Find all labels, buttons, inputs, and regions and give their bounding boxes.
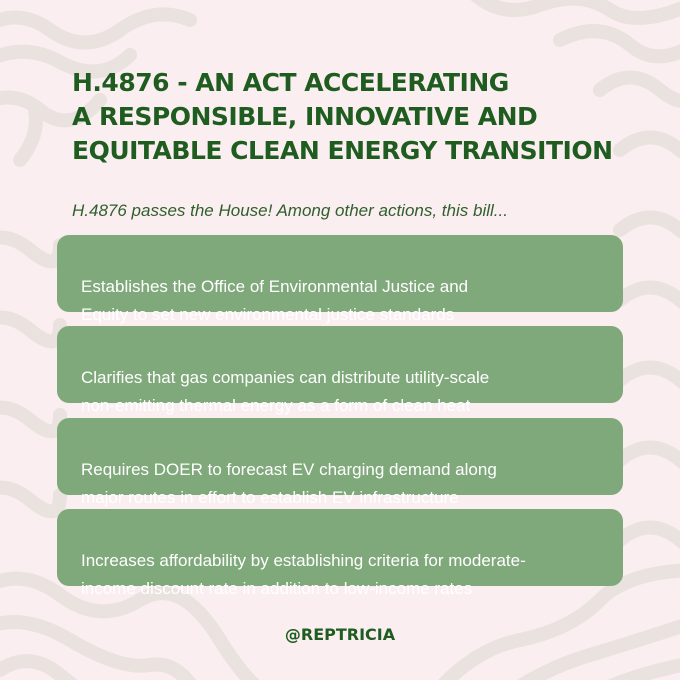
action-card-text: Increases affordability by establishing criteria for moderate- income discount rate in addition to low-income rates: [81, 551, 526, 598]
action-card-text: Establishes the Office of Environmental Justice and Equity to set new environmental justice standards: [81, 277, 469, 324]
page-title: H.4876 - AN ACT ACCELERATING A RESPONSIBLE, INNOVATIVE AND EQUITABLE CLEAN ENERGY TRANSITION: [72, 68, 613, 165]
action-card-environmental-justice: [57, 235, 623, 324]
social-handle: @REPTRICIA: [284, 625, 396, 644]
action-card-ev-infrastructure: [57, 418, 623, 507]
action-card-clean-heat: [57, 326, 623, 415]
subtitle: H.4876 passes the House! Among other actions, this bill...: [72, 201, 508, 220]
action-card-text: Clarifies that gas companies can distribute utility-scale non-emitting thermal energy as a form of clean heat: [81, 368, 490, 415]
action-card-affordability: [57, 509, 623, 598]
action-card-text: Requires DOER to forecast EV charging demand along major routes in effort to establish EV infrastructure: [81, 460, 497, 507]
